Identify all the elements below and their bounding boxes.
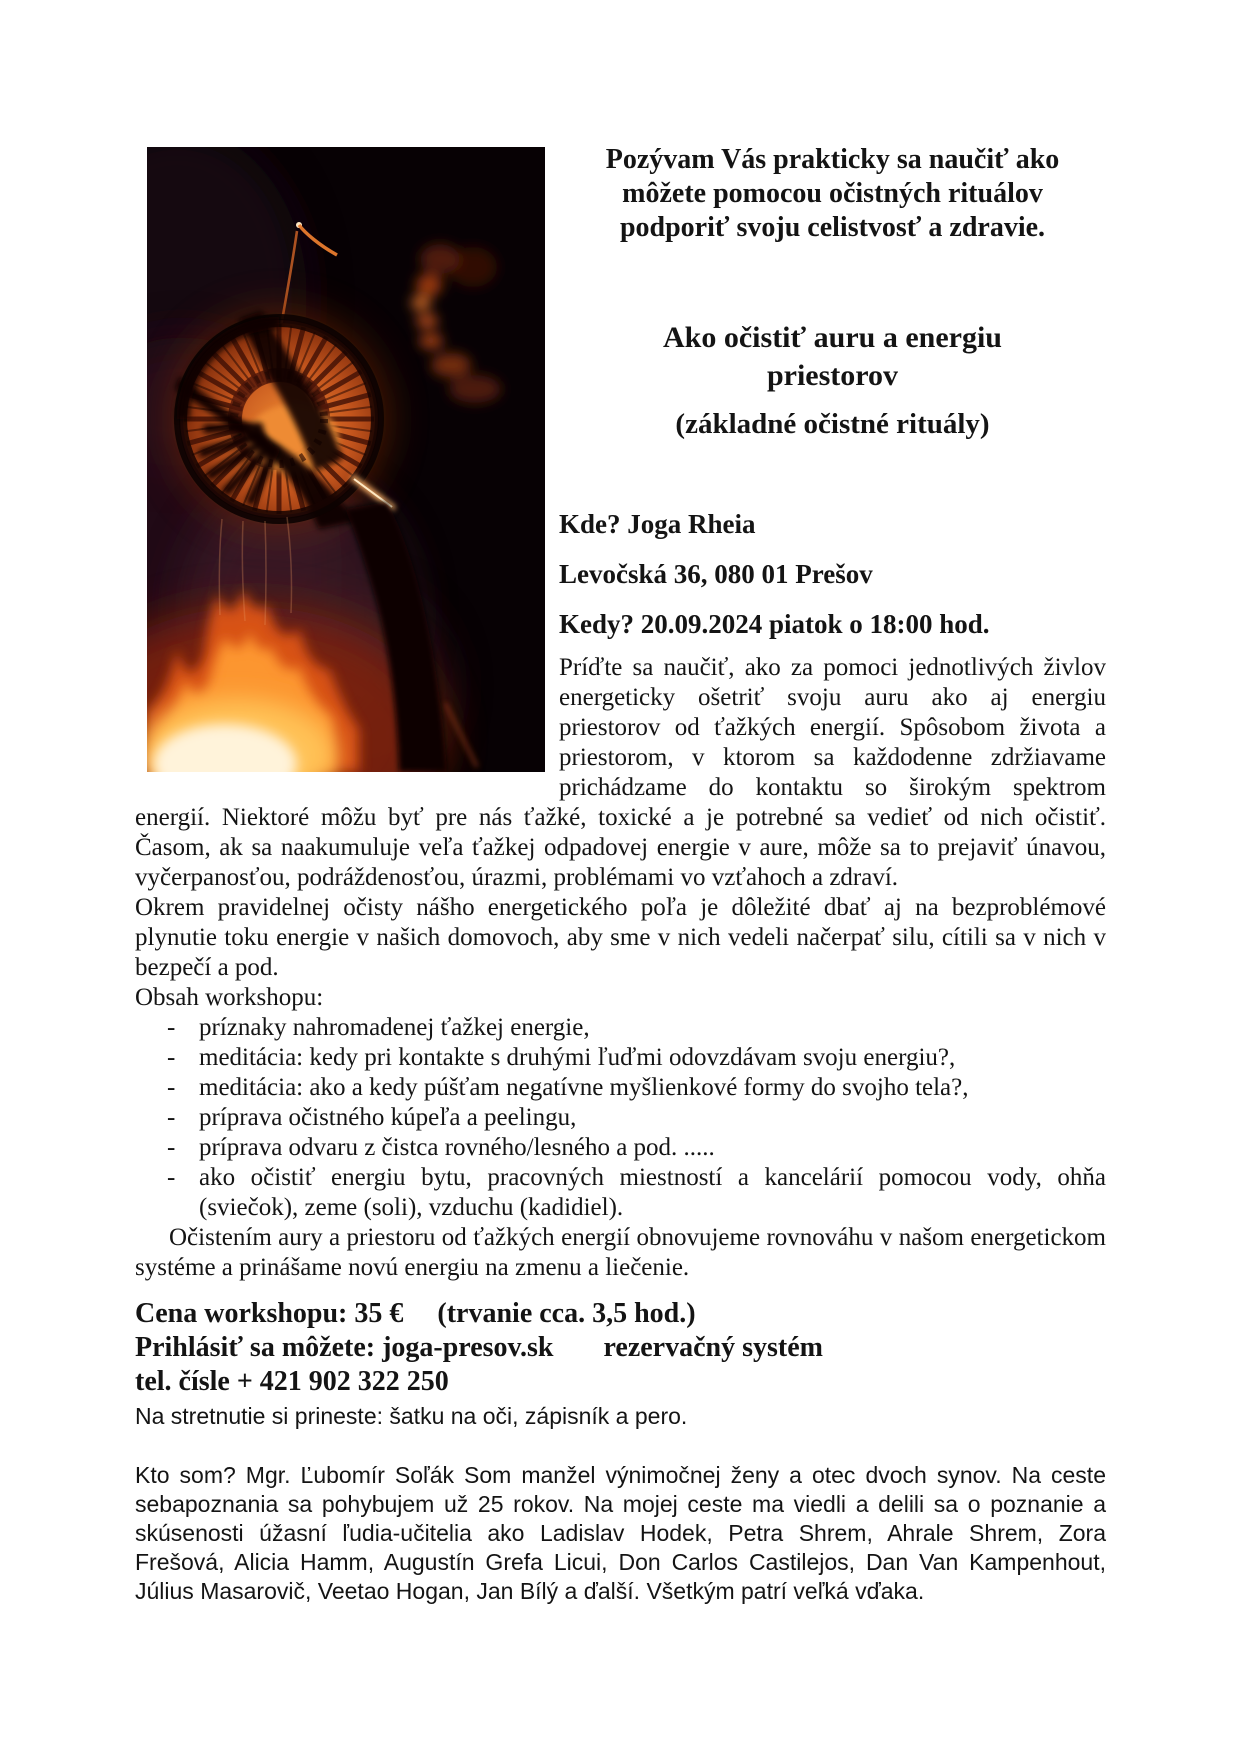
- what-to-bring-line: Na stretnutie si prineste: šatku na oči, zápisník a pero.: [135, 1403, 688, 1429]
- price-line: [135, 1297, 1106, 1331]
- invitation-line-2: môžete pomocou očistných rituálov: [622, 178, 1043, 209]
- invitation-line-1: Pozývam Vás prakticky sa naučiť ako: [605, 144, 1060, 175]
- workshop-contents-label: Obsah workshopu:: [135, 984, 324, 1011]
- price-value: Cena workshopu: 35 €: [135, 1298, 404, 1329]
- energy-flow-paragraph: Okrem pravidelnej očisty nášho energetického poľa je dôležité dbať aj na bezproblémové plynutie toku energie v našich domovoch, aby sme v nich vedeli načerpať silu, cítili sa v nich v bezpečí a pod.: [135, 894, 1106, 981]
- workshop-contents-list: [135, 1013, 1106, 1223]
- drum-fire-photo-illustration: [147, 147, 545, 772]
- closing-paragraph: Očistením aury a priestoru od ťažkých energií obnovujeme rovnováhu v našom energetickom systéme a prinášame novú energiu na zmenu a liečenie.: [135, 1224, 1106, 1281]
- title-line-1: Ako očistiť auru a energiu: [663, 321, 1002, 354]
- title-line-2: priestorov: [766, 359, 899, 392]
- workshop-photo: [147, 147, 545, 772]
- list-item: - ako očistiť energiu bytu, pracovných miestností a kancelárií pomocou vody, ohňa (sviečok), zeme (soli), vzduchu (kadidiel).: [199, 1163, 1106, 1223]
- invitation-line-3: podporiť svoju celistvosť a zdravie.: [619, 212, 1046, 243]
- pricing-block: [135, 1297, 1106, 1399]
- workshop-subtitle: (základné očistné rituály): [675, 408, 990, 440]
- reservation-note: rezervačný systém: [603, 1332, 823, 1363]
- signup-website: Prihlásiť sa môžete: joga-presov.sk: [135, 1332, 554, 1363]
- phone-line: tel. čísle + 421 902 322 250: [135, 1366, 449, 1397]
- list-item: - príprava očistného kúpeľa a peelingu,: [199, 1103, 1106, 1133]
- address-line: Levočská 36, 080 01 Prešov: [559, 559, 873, 589]
- list-item: - príprava odvaru z čistca rovného/lesného a pod. .....: [199, 1133, 1106, 1163]
- duration-note: (trvanie cca. 3,5 hod.): [437, 1298, 696, 1329]
- list-item: - meditácia: kedy pri kontakte s druhými ľuďmi odovzdávam svoju energiu?,: [199, 1043, 1106, 1073]
- intro-paragraph: Príďte sa naučiť, ako za pomoci jednotlivých živlov energeticky ošetriť svoju auru ako aj energiu priestorov od ťažkých energií. Spôsobom života a priestorom, v ktorom sa každodenne zdržiavame prichádzame do kontaktu so širokým spektrom energií. Niektoré môžu byť pre nás ťažké, toxické a je potrebné sa vedieť od nich očistiť. Časom, ak sa naakumuluje veľa ťažkej odpadovej energie v aure, môže sa to prejaviť únavou, vyčerpanosťou, podráždenosťou, úrazmi, problémami vo vzťahoch a zdraví.: [135, 654, 1106, 891]
- date-time-line: Kedy? 20.09.2024 piatok o 18:00 hod.: [559, 609, 990, 639]
- list-item: - príznaky nahromadenej ťažkej energie,: [199, 1013, 1106, 1043]
- signup-line: [135, 1331, 1106, 1365]
- venue-line: Kde? Joga Rheia: [559, 509, 756, 539]
- list-item: - meditácia: ako a kedy púšťam negatívne myšlienkové formy do svojho tela?,: [199, 1073, 1106, 1103]
- about-author-paragraph: Kto som? Mgr. Ľubomír Soľák Som manžel výnimočnej ženy a otec dvoch synov. Na ceste sebapoznania sa pohybujem už 25 rokov. Na mojej ceste ma viedli a delili sa o poznanie a skúsenosti úžasní ľudia-učitelia ako Ladislav Hodek, Petra Shrem, Ahrale Shrem, Zora Frešová, Alicia Hamm, Augustín Grefa Licui, Don Carlos Castilejos, Dan Van Kampenhout, Július Masarovič, Veetao Hogan, Jan Bílý a ďalší. Všetkým patrí veľká vďaka.: [135, 1462, 1106, 1604]
